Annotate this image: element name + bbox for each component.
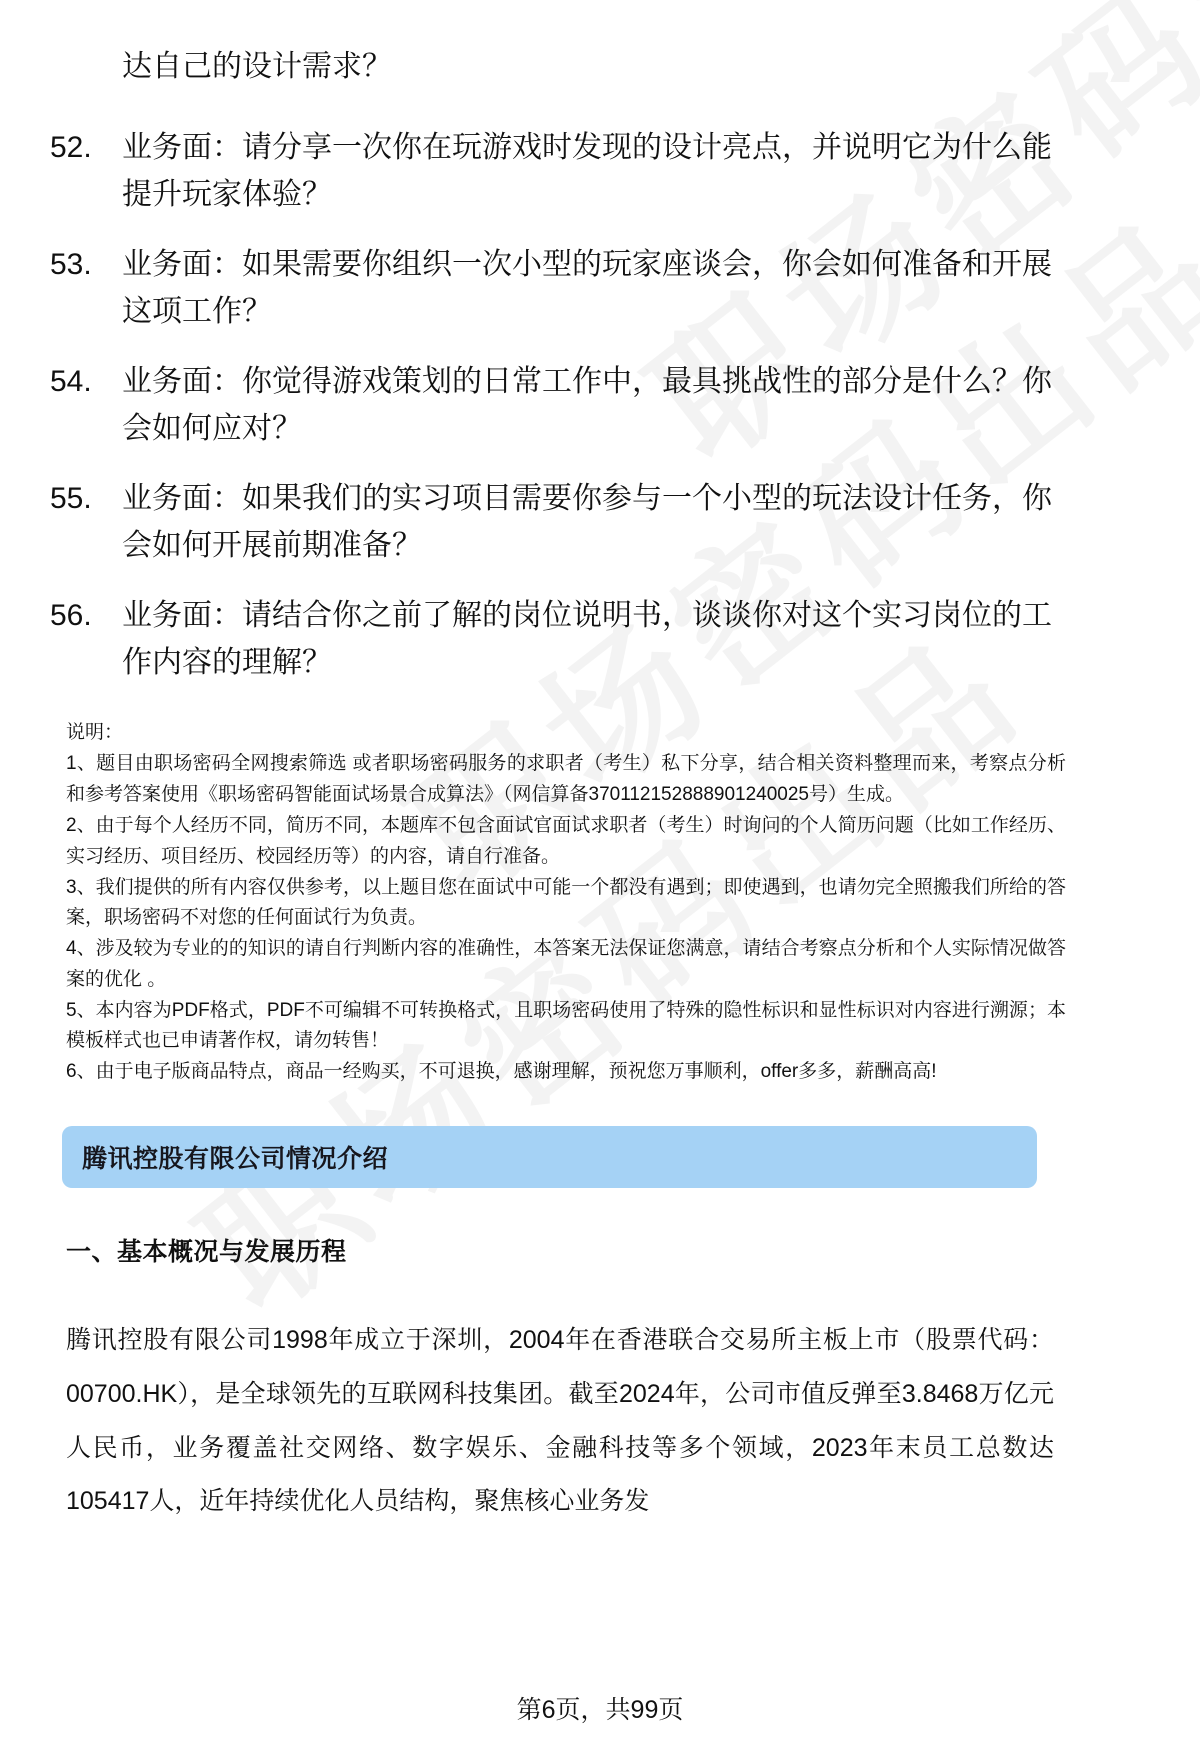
section-heading: 一、基本概况与发展历程 (66, 1238, 347, 1266)
company-banner-title: 腾讯控股有限公司情况介绍 (82, 1145, 389, 1173)
question-text: 业务面：请结合你之前了解的岗位说明书，谈谈你对这个实习岗位的工作内容的理解？ (122, 599, 1052, 679)
note-item: 2、由于每个人经历不同，简历不同，本题库不包含面试官面试求职者（考生）时询问的个人简历问题（比如工作经历、实习经历、项目经历、校园经历等）的内容，请自行准备。 (66, 814, 1066, 867)
question-item (48, 476, 1068, 569)
question-item (48, 359, 1068, 452)
question-item (48, 593, 1068, 686)
question-number: 56. (50, 599, 92, 632)
question-text: 业务面：请分享一次你在玩游戏时发现的设计亮点，并说明它为什么能提升玩家体验？ (122, 131, 1052, 211)
question-number: 54. (50, 365, 92, 398)
question-item (48, 125, 1068, 218)
company-section-banner (62, 1126, 1037, 1188)
question-list (48, 125, 1068, 710)
page-number-label: 第6页，共99页 (516, 1696, 684, 1724)
note-item: 1、题目由职场密码全网搜索筛选 或者职场密码服务的求职者（考生）私下分享，结合相关资料整理而来，考察点分析和参考答案使用《职场密码智能面试场景合成算法》（网信算备370112152888901240025号）生成。 (66, 753, 1066, 806)
question-text: 业务面：如果我们的实习项目需要你参与一个小型的玩法设计任务，你会如何开展前期准备？ (122, 482, 1052, 562)
continued-question-text: 达自己的设计需求？ (122, 50, 392, 83)
note-item: 6、由于电子版商品特点，商品一经购买，不可退换，感谢理解，预祝您万事顺利，offer多多，薪酬高高! (66, 1061, 937, 1083)
page-footer (0, 1690, 1200, 1726)
note-item: 4、涉及较为专业的的知识的请自行判断内容的准确性，本答案无法保证您满意，请结合考察点分析和个人实际情况做答案的优化 。 (66, 938, 1066, 990)
question-number: 55. (50, 482, 92, 515)
question-number: 53. (50, 248, 92, 281)
notes-block (66, 718, 1066, 1088)
note-item: 5、本内容为PDF格式，PDF不可编辑不可转换格式，且职场密码使用了特殊的隐性标识和显性标识对内容进行溯源；本模板样式也已申请著作权，请勿转售！ (66, 999, 1066, 1052)
notes-title: 说明： (66, 722, 124, 743)
question-item (48, 242, 1068, 335)
question-text: 业务面：你觉得游戏策划的日常工作中，最具挑战性的部分是什么？你会如何应对？ (122, 365, 1052, 445)
company-section-body (66, 1232, 1054, 1529)
note-item: 3、我们提供的所有内容仅供参考，以上题目您在面试中可能一个都没有遇到；即使遇到，也请勿完全照搬我们所给的答案，职场密码不对您的任何面试行为负责。 (66, 876, 1066, 929)
question-text: 业务面：如果需要你组织一次小型的玩家座谈会，你会如何准备和开展这项工作？ (122, 248, 1052, 328)
question-number: 52. (50, 131, 92, 164)
company-paragraph: 腾讯控股有限公司1998年成立于深圳，2004年在香港联合交易所主板上市（股票代码：00700.HK），是全球领先的互联网科技集团。截至2024年，公司市值反弹至3.8468万亿元人民币，业务覆盖社交网络、数字娱乐、金融科技等多个领域，2023年末员工总数达105417人，近年持续优化人员结构，聚焦核心业务发 (66, 1326, 1054, 1516)
